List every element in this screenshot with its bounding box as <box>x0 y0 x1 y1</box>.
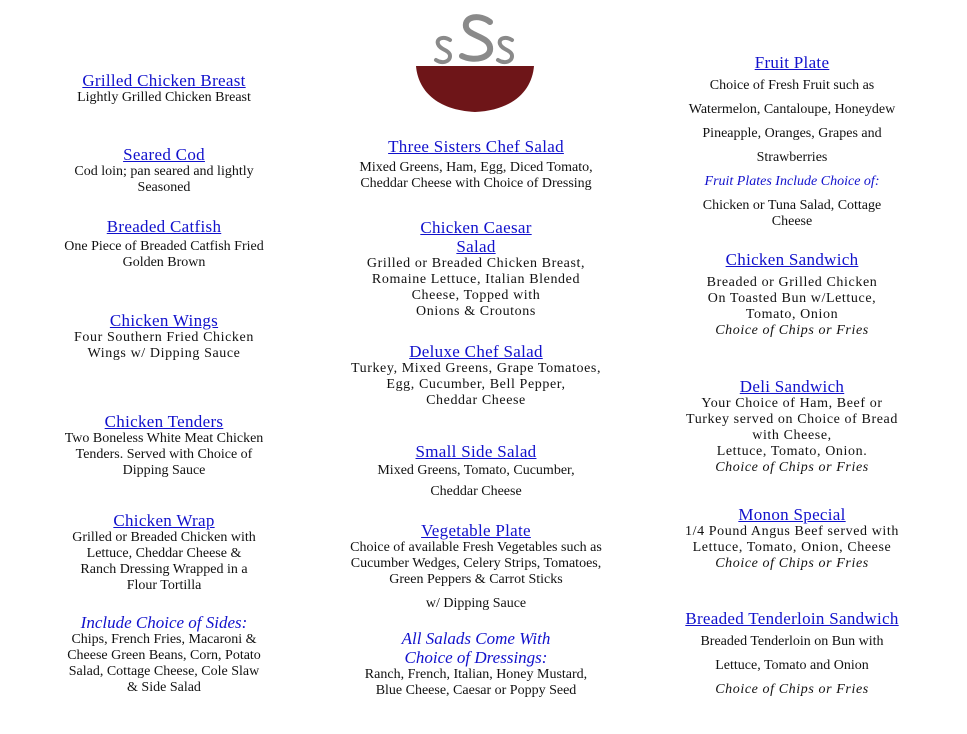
menu-item-wings <box>40 311 288 362</box>
menu-item-grilled-chicken <box>40 71 288 106</box>
menu-item-small-side <box>330 442 622 503</box>
item-title: Salad <box>456 237 496 256</box>
item-desc: Onions & Croutons <box>416 304 536 319</box>
item-note: Choice of Chips or Fries <box>715 682 869 697</box>
dressings-section <box>330 629 622 699</box>
menu-item-tenderloin <box>660 609 924 702</box>
dressings-title: Choice of Dressings: <box>404 648 548 667</box>
item-desc: with Cheese, <box>752 428 832 443</box>
item-desc: Turkey, Mixed Greens, Grape Tomatoes, <box>350 361 602 376</box>
item-desc: 1/4 Pound Angus Beef served with <box>684 524 900 539</box>
sides-desc: Chips, French Fries, Macaroni & <box>71 632 257 647</box>
item-desc: Choice of Fresh Fruit such as <box>709 78 875 93</box>
item-desc: Pineapple, Oranges, Grapes and <box>702 126 882 141</box>
item-desc: Turkey served on Choice of Bread <box>686 412 898 427</box>
item-desc: Tenders. Served with Choice of <box>75 447 253 462</box>
item-desc: Cod loin; pan seared and lightly <box>74 164 254 179</box>
sides-desc: Salad, Cottage Cheese, Cole Slaw <box>68 664 260 679</box>
item-title: Seared Cod <box>123 145 205 164</box>
sides-title: Include Choice of Sides: <box>80 613 248 632</box>
menu-item-caesar <box>330 218 622 320</box>
item-desc: Wings w/ Dipping Sauce <box>87 346 241 361</box>
item-desc: Romaine Lettuce, Italian Blended <box>371 272 581 287</box>
menu-item-wrap <box>40 511 288 594</box>
menu-item-deli <box>660 377 924 476</box>
item-desc: Two Boneless White Meat Chicken <box>64 431 264 446</box>
item-title: Three Sisters Chef Salad <box>388 137 564 156</box>
item-desc: Cheese, Topped with <box>411 288 541 303</box>
dressings-desc: Ranch, French, Italian, Honey Mustard, <box>364 667 588 682</box>
menu-item-catfish <box>40 217 288 271</box>
item-desc: Mixed Greens, Ham, Egg, Diced Tomato, <box>359 160 593 175</box>
item-title: Small Side Salad <box>415 442 537 461</box>
item-desc: Grilled or Breaded Chicken Breast, <box>366 256 586 271</box>
sides-desc: Cheese Green Beans, Corn, Potato <box>67 648 261 663</box>
item-desc: Cheddar Cheese <box>426 393 526 408</box>
menu-item-monon <box>660 505 924 572</box>
item-title: Fruit Plate <box>754 53 830 72</box>
menu-item-deluxe <box>330 342 622 409</box>
item-desc: Cheese <box>771 214 813 229</box>
item-desc: Watermelon, Cantaloupe, Honeydew <box>688 102 896 117</box>
steam-icon <box>436 17 512 62</box>
item-desc: On Toasted Bun w/Lettuce, <box>707 291 877 306</box>
item-title: Grilled Chicken Breast <box>82 71 246 90</box>
menu-item-fruit <box>660 53 924 230</box>
item-desc: Seasoned <box>137 180 191 195</box>
item-desc: Ranch Dressing Wrapped in a <box>80 562 248 577</box>
item-title: Chicken Caesar <box>420 218 532 237</box>
item-title: Chicken Sandwich <box>725 250 859 269</box>
item-title: Deluxe Chef Salad <box>409 342 543 361</box>
item-title: Breaded Tenderloin Sandwich <box>685 609 899 628</box>
item-title: Chicken Tenders <box>104 412 224 431</box>
item-desc: One Piece of Breaded Catfish Fried <box>64 239 264 254</box>
menu-item-tenders <box>40 412 288 479</box>
item-desc: Grilled or Breaded Chicken with <box>72 530 256 545</box>
item-note: Choice of Chips or Fries <box>715 460 869 475</box>
item-title: Chicken Wrap <box>113 511 215 530</box>
item-desc: Your Choice of Ham, Beef or <box>701 396 883 411</box>
item-desc: Tomato, Onion <box>745 307 839 322</box>
item-desc: Lettuce, Cheddar Cheese & <box>86 546 242 561</box>
item-desc: Cheddar Cheese <box>430 484 522 499</box>
item-desc: Cheddar Cheese with Choice of Dressing <box>360 176 592 191</box>
item-title: Breaded Catfish <box>106 217 222 236</box>
sides-section <box>40 613 288 696</box>
item-desc: Lightly Grilled Chicken Breast <box>77 90 251 105</box>
soup-bowl-icon <box>414 12 536 116</box>
item-desc: Lettuce, Tomato and Onion <box>715 658 869 673</box>
item-title: Vegetable Plate <box>421 521 531 540</box>
bowl-icon <box>416 66 534 112</box>
item-title: Deli Sandwich <box>739 377 845 396</box>
menu-item-seared-cod <box>40 145 288 196</box>
item-desc: Lettuce, Tomato, Onion, Cheese <box>692 540 892 555</box>
dressings-desc: Blue Cheese, Caesar or Poppy Seed <box>375 683 577 698</box>
item-desc: Mixed Greens, Tomato, Cucumber, <box>377 463 575 478</box>
fruit-note: Fruit Plates Include Choice of: <box>704 174 880 189</box>
item-desc: Green Peppers & Carrot Sticks <box>389 572 563 587</box>
item-desc: Dipping Sauce <box>122 463 206 478</box>
item-desc: Cucumber Wedges, Celery Strips, Tomatoes, <box>350 556 602 571</box>
item-desc: Flour Tortilla <box>126 578 202 593</box>
item-desc: Egg, Cucumber, Bell Pepper, <box>386 377 566 392</box>
item-desc: Lettuce, Tomato, Onion. <box>716 444 868 459</box>
item-desc: Four Southern Fried Chicken <box>74 330 254 345</box>
item-note: Choice of Chips or Fries <box>715 323 869 338</box>
dressings-title: All Salads Come With <box>401 629 551 648</box>
menu-item-three-sisters <box>330 137 622 192</box>
item-desc: w/ Dipping Sauce <box>425 596 527 611</box>
menu-item-chicken-sandwich <box>660 250 924 339</box>
item-desc: Choice of available Fresh Vegetables such as <box>350 540 602 555</box>
item-note: Choice of Chips or Fries <box>715 556 869 571</box>
item-desc: Golden Brown <box>122 255 206 270</box>
sides-desc: & Side Salad <box>127 680 201 695</box>
item-desc: Breaded or Grilled Chicken <box>706 275 878 290</box>
item-title: Chicken Wings <box>109 311 219 330</box>
item-desc: Breaded Tenderloin on Bun with <box>700 634 884 649</box>
item-desc: Chicken or Tuna Salad, Cottage <box>702 198 882 213</box>
menu-item-vegetable <box>330 521 622 612</box>
item-title: Monon Special <box>738 505 846 524</box>
item-desc: Strawberries <box>756 150 828 165</box>
